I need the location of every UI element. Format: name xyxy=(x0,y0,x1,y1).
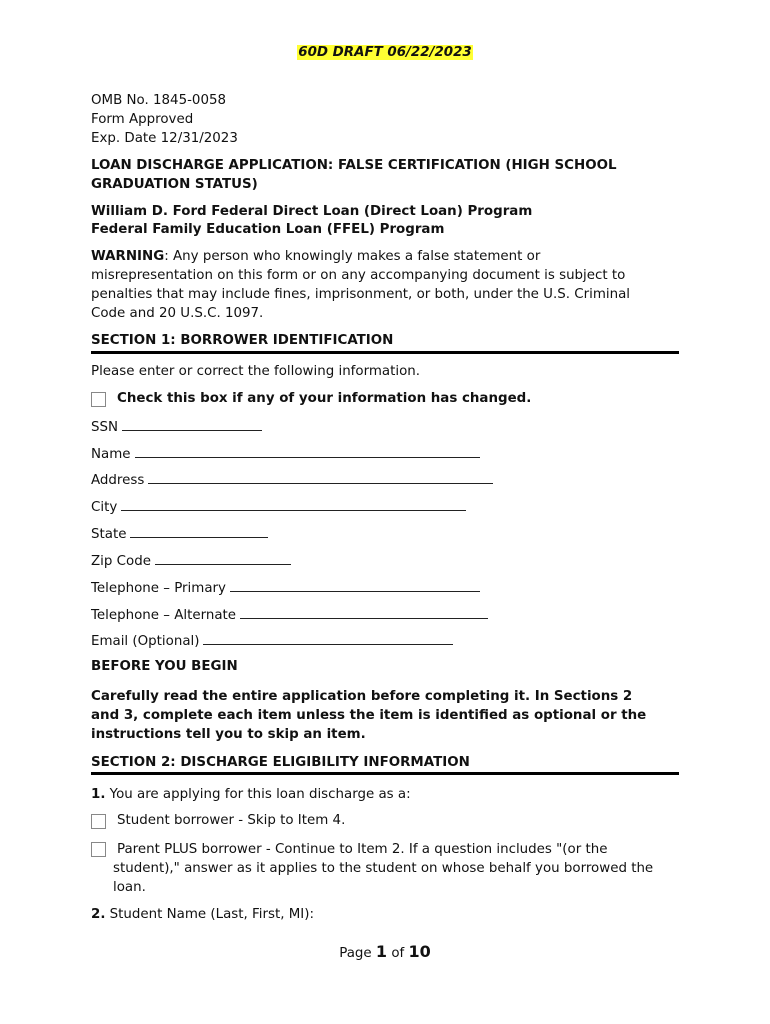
item1-number: 1. xyxy=(91,787,106,802)
address-label: Address xyxy=(91,473,145,488)
program-ffel: Federal Family Education Loan (FFEL) Program xyxy=(91,222,445,237)
phone-alternate-label: Telephone – Alternate xyxy=(91,608,237,623)
city-label: City xyxy=(91,500,118,515)
zip-label: Zip Code xyxy=(91,554,151,569)
page-number xyxy=(0,942,770,961)
before-you-begin-heading: BEFORE YOU BEGIN xyxy=(91,659,238,674)
section2-divider xyxy=(91,772,679,775)
page-total: 10 xyxy=(408,942,431,961)
phone-alternate-field xyxy=(91,606,488,623)
parent-plus-label-line2: student)," answer as it applies to the student on whose behalf you borrowed the xyxy=(113,861,654,876)
state-field xyxy=(91,525,268,542)
name-label: Name xyxy=(91,447,131,462)
warning-line1 xyxy=(91,249,540,264)
page-of: of xyxy=(387,946,409,961)
phone-primary-field xyxy=(91,579,480,596)
name-field xyxy=(91,445,480,462)
phone-primary-label: Telephone – Primary xyxy=(91,581,226,596)
parent-plus-label-line3: loan. xyxy=(113,880,146,895)
item2-text: Student Name (Last, First, MI): xyxy=(105,907,314,922)
parent-plus-checkbox[interactable] xyxy=(91,842,106,857)
expiration-date: Exp. Date 12/31/2023 xyxy=(91,131,238,146)
state-label: State xyxy=(91,527,127,542)
section2-heading: SECTION 2: DISCHARGE ELIGIBILITY INFORMATION xyxy=(91,755,470,770)
draft-banner xyxy=(0,45,770,60)
before-you-begin-line2: and 3, complete each item unless the item is identified as optional or the xyxy=(91,708,647,723)
email-label: Email (Optional) xyxy=(91,634,200,649)
zip-field xyxy=(91,552,291,569)
city-field xyxy=(91,498,466,515)
warning-label: WARNING xyxy=(91,249,165,264)
form-title-line2: GRADUATION STATUS) xyxy=(91,177,258,192)
address-field xyxy=(91,471,493,488)
item1-text: You are applying for this loan discharge as a: xyxy=(105,787,411,802)
zip-input[interactable] xyxy=(155,552,291,565)
warning-line3: penalties that may include fines, imprisonment, or both, under the U.S. Criminal xyxy=(91,287,630,302)
page-prefix: Page xyxy=(339,946,376,961)
item1 xyxy=(91,787,411,802)
warning-line2: misrepresentation on this form or on any accompanying document is subject to xyxy=(91,268,626,283)
parent-plus-label-line1: Parent PLUS borrower - Continue to Item 2. If a question includes "(or the xyxy=(117,842,608,857)
email-field xyxy=(91,632,453,649)
before-you-begin-line3: instructions tell you to skip an item. xyxy=(91,727,366,742)
student-borrower-label: Student borrower - Skip to Item 4. xyxy=(117,813,346,828)
ssn-input[interactable] xyxy=(122,418,262,431)
student-borrower-checkbox[interactable] xyxy=(91,814,106,829)
info-changed-label: Check this box if any of your information has changed. xyxy=(117,391,532,406)
form-title-line1: LOAN DISCHARGE APPLICATION: FALSE CERTIFICATION (HIGH SCHOOL xyxy=(91,158,617,173)
ssn-label: SSN xyxy=(91,420,119,435)
form-approved: Form Approved xyxy=(91,112,194,127)
city-input[interactable] xyxy=(121,498,466,511)
warning-text-1: : Any person who knowingly makes a false statement or xyxy=(164,249,541,264)
omb-number: OMB No. 1845-0058 xyxy=(91,93,227,108)
email-input[interactable] xyxy=(203,632,453,645)
section1-heading: SECTION 1: BORROWER IDENTIFICATION xyxy=(91,333,394,348)
name-input[interactable] xyxy=(135,445,480,458)
page-current: 1 xyxy=(375,942,388,961)
address-input[interactable] xyxy=(148,471,493,484)
state-input[interactable] xyxy=(130,525,268,538)
program-direct-loan: William D. Ford Federal Direct Loan (Direct Loan) Program xyxy=(91,204,533,219)
phone-primary-input[interactable] xyxy=(230,579,480,592)
warning-line4: Code and 20 U.S.C. 1097. xyxy=(91,306,264,321)
phone-alternate-input[interactable] xyxy=(240,606,488,619)
info-changed-checkbox[interactable] xyxy=(91,392,106,407)
item2 xyxy=(91,907,314,922)
draft-banner-text: 60D DRAFT 06/22/2023 xyxy=(298,45,472,60)
before-you-begin-line1: Carefully read the entire application before completing it. In Sections 2 xyxy=(91,689,633,704)
section1-divider xyxy=(91,351,679,354)
ssn-field xyxy=(91,418,262,435)
item2-number: 2. xyxy=(91,907,106,922)
section1-instruction: Please enter or correct the following information. xyxy=(91,364,421,379)
